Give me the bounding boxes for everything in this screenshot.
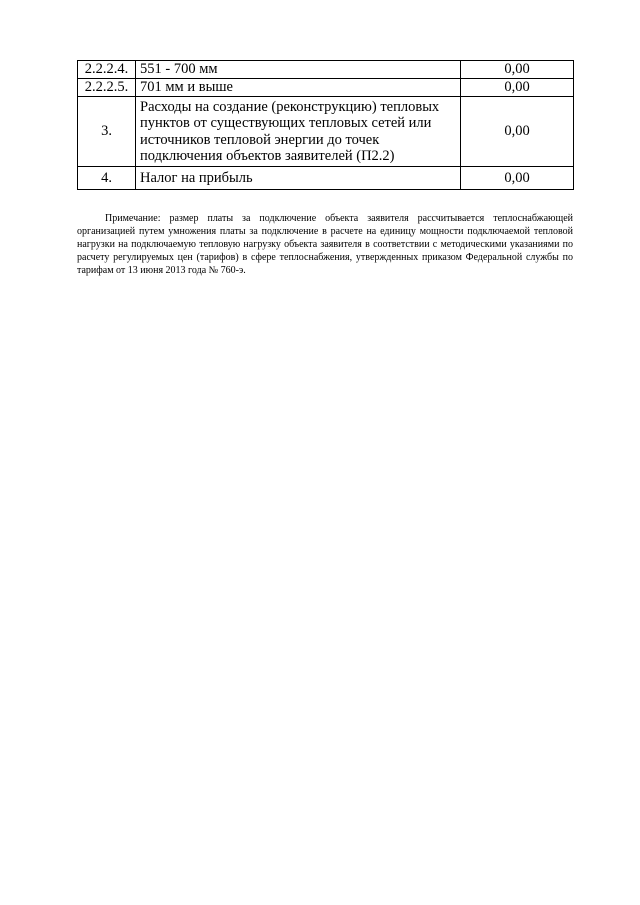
row-name: 551 - 700 мм <box>136 61 461 79</box>
table-row <box>78 61 574 79</box>
table-row <box>78 167 574 190</box>
row-number: 2.2.2.5. <box>78 79 136 97</box>
row-number: 2.2.2.4. <box>78 61 136 79</box>
table-row <box>78 97 574 167</box>
footnote: Примечание: размер платы за подключение объекта заявителя рассчитывается теплоснабжающей организацией путем умножения платы за подключение в расчете на единицу мощности подключаемой тепловой нагрузки на подключаемую тепловую нагрузку объекта заявителя в соответствии с методическими указаниями по расчету регулируемых цен (тарифов) в сфере теплоснабжения, утвержденных приказом Федеральной службы по тарифам от 13 июня 2013 года № 760-э. <box>77 213 573 276</box>
tariff-table <box>77 60 574 190</box>
row-value: 0,00 <box>461 61 574 79</box>
row-name: Расходы на создание (реконструкцию) тепловых пунктов от существующих тепловых сетей или источников тепловой энергии до точек подключения объектов заявителей (П2.2) <box>136 97 461 167</box>
row-value: 0,00 <box>461 79 574 97</box>
row-value: 0,00 <box>461 167 574 190</box>
row-name: Налог на прибыль <box>136 167 461 190</box>
row-number: 4. <box>78 167 136 190</box>
row-name: 701 мм и выше <box>136 79 461 97</box>
row-value: 0,00 <box>461 97 574 167</box>
table-row <box>78 79 574 97</box>
row-number: 3. <box>78 97 136 167</box>
